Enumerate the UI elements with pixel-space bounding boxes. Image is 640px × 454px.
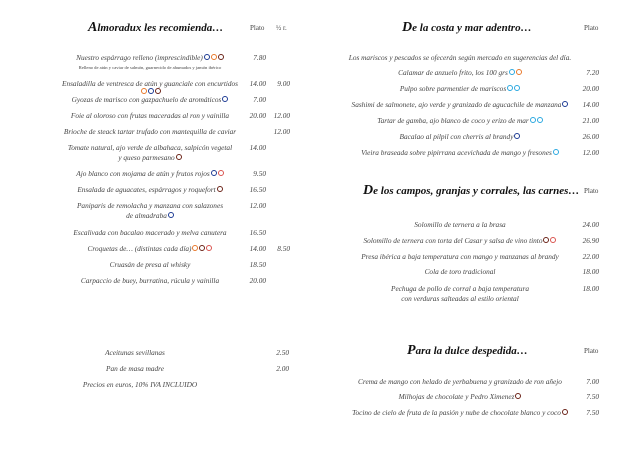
allergen-brown-icon [515,393,521,399]
menu-item [40,228,260,237]
menu-item [40,169,260,178]
allergen-sky-icon [553,149,559,155]
menu-item [340,148,580,157]
menu-item [40,244,260,253]
item-price: 9.50 [253,168,266,178]
title-initial: D [402,20,413,35]
allergen-red-icon [550,237,556,243]
allergen-navy-icon [514,133,520,139]
menu-item [40,260,260,269]
section-intro: Los mariscos y pescados se ofecerán según mercado en sugerencias del día. [348,52,572,62]
menu-item [340,220,580,229]
item-price: 7.50 [586,407,599,417]
allergen-brown-icon [176,154,182,160]
menu-item [340,68,580,77]
menu-item-name: Tartar de gamba, ajo blanco de coco y erizo de mar [377,115,529,125]
menu-item [40,211,260,220]
allergen-brown-icon [217,186,223,192]
menu-item-name: y queso parmesano [118,152,175,162]
menu-item-name: Gyozas de marisco con gazpachuelo de aromáticos [71,94,222,104]
allergen-orange-icon [211,54,217,60]
menu-item-name: Paniparis de remolacha y manzana con salazones [76,200,224,210]
item-price: 14.00 [249,78,266,88]
extra-item: Aceitunas sevillanas [105,347,165,357]
item-price: 26.00 [582,131,599,141]
allergen-orange-icon [192,245,198,251]
menu-item-name: Cola de toro tradicional [424,266,496,276]
dish-description [40,63,260,72]
item-price: 26.90 [582,235,599,245]
item-price: 18.00 [582,266,599,276]
allergen-sky-icon [509,69,515,75]
menu-item [340,236,580,245]
item-price: 18.50 [249,259,266,269]
menu-item-name: Presa ibérica a baja temperatura con mango y manzanas al brandy [361,251,559,261]
extra-item: Pan de masa madre [106,363,164,373]
menu-item-name: Solomillo de ternera con torta del Casar y salsa de vino tinto [363,235,543,245]
allergen-brown-icon [562,409,568,415]
menu-item-name: Crema de mango con helado de yerbabuena y granizado de ron añejo [358,376,562,386]
item-price: 22.00 [582,251,599,261]
menu-item-name: Croquetas de… (distintas cada día) [87,243,192,253]
menu-item [40,95,260,104]
allergen-brown-icon [543,237,549,243]
half-portion-column-header: ½ r. [276,24,287,32]
menu-item [40,143,260,152]
item-price: 14.00 [249,142,266,152]
menu-item [40,53,260,62]
item-price: 7.00 [586,376,599,386]
menu-item-name: Foie al oloroso con frutas maceradas al ron y vainilla [70,110,230,120]
menu-item-name: Vieira braseada sobre pipirrana acevichada de mango y fresones [361,147,552,157]
allergen-orange-icon [141,88,147,94]
item-price: 7.80 [253,52,266,62]
menu-item [340,377,580,386]
menu-item-name: Cruasán de presa al whisky [109,259,191,269]
title-initial: D [363,183,374,198]
menu-item-name: Nuestro espárrago relleno (imprescindible) [76,52,203,62]
allergen-brown-icon [199,245,205,251]
menu-item-name: Milhojas de chocolate y Pedro Ximenez [398,391,515,401]
item-price: 20.00 [249,110,266,120]
allergen-navy-icon [148,88,154,94]
item-price: 18.00 [582,283,599,293]
item-price: 20.00 [249,275,266,285]
menu-item-name: Brioche de steack tartar trufado con mantequilla de caviar [63,126,237,136]
title-text: ara la dulce despedida… [415,345,528,357]
title-initial: A [88,20,98,35]
menu-item [340,100,580,109]
menu-item-name: Calamar de anzuelo frito, los 100 grs [398,67,508,77]
allergen-navy-icon [204,54,210,60]
allergen-brown-icon [155,88,161,94]
allergen-navy-icon [211,170,217,176]
item-price: 16.50 [249,184,266,194]
item-half-price: 12.00 [273,110,290,120]
item-price: 16.50 [249,227,266,237]
menu-item-name: Carpaccio de buey, burratina, rúcula y vainilla [80,275,220,285]
menu-item-name: Ensaladilla de ventresca de atún y guanciale con encurtidos [61,78,239,88]
extra-price: 2.00 [276,363,289,373]
menu-item-name: Ensalada de aguacates, espárragos y roquefort [77,184,216,194]
menu-item-name: Relleno de atún y caviar de salmón, guarnecido de ahumados y jamón ibérico [78,64,222,70]
menu-item-name: Pulpo sobre parmentier de mariscos [399,83,507,93]
allergen-navy-icon [168,212,174,218]
plato-column-header: Plato [584,347,599,355]
item-half-price: 8.50 [277,243,290,253]
title-text: e la costa y mar adentro… [412,22,532,34]
allergen-sky-icon [530,117,536,123]
allergen-sky-icon [514,85,520,91]
menu-item-name: Escalivada con bacalao macerado y melva canutera [73,227,227,237]
item-price: 21.00 [582,115,599,125]
item-price: 24.00 [582,219,599,229]
item-price: 7.50 [586,391,599,401]
item-price: 14.00 [582,99,599,109]
menu-item-name: Bacalao al pilpil con cherris al brandy [399,131,514,141]
menu-item [40,276,260,285]
menu-item [340,408,580,417]
item-price: 7.20 [586,67,599,77]
costa-section-title [402,20,532,36]
extra-price: 2.50 [276,347,289,357]
allergen-orange-icon [516,69,522,75]
menu-item [340,392,580,401]
menu-item [40,153,260,162]
menu-item [40,201,260,210]
allergen-navy-icon [562,101,568,107]
menu-item-name: Sashimi de salmonete, ajo verde y granizado de agucachile de manzana [351,99,562,109]
menu-item-name: Pechuga de pollo de corral a baja temperatura [390,283,529,293]
menu-item [340,284,580,293]
menu-item [340,252,580,261]
dulce-section-title [407,343,528,359]
menu-item [40,111,260,120]
menu-item [40,127,260,136]
menu-item-name: Ajo blanco con mojama de atún y frutos rojos [76,168,210,178]
item-half-price: 12.00 [273,126,290,136]
allergen-sky-icon [537,117,543,123]
title-initial: P [407,343,416,358]
item-half-price: 9.00 [277,78,290,88]
item-price: 7.00 [253,94,266,104]
menu-item-name: de almadraba [126,210,167,220]
allergen-red-icon [206,245,212,251]
menu-item [340,132,580,141]
carnes-section-title [363,183,579,199]
extra-item: Precios en euros, 10% IVA INCLUIDO [82,379,198,389]
item-price: 12.00 [249,200,266,210]
title-text: lmoradux les recomienda… [97,22,224,34]
menu-item-name: Tocino de cielo de fruta de la pasión y nube de chocolate blanco y coco [352,407,561,417]
plato-column-header: Plato [584,24,599,32]
menu-item [340,116,580,125]
menu-item-name: Solomillo de ternera a la brasa [414,219,506,229]
item-price: 14.00 [249,243,266,253]
plato-column-header: Plato [250,24,265,32]
menu-item [40,185,260,194]
plato-column-header: Plato [584,187,599,195]
allergen-brown-icon [218,54,224,60]
menu-item [340,294,580,303]
menu-item [340,267,580,276]
left-section-title [88,20,223,36]
allergen-sky-icon [507,85,513,91]
title-text: e los campos, granjas y corrales, las carnes… [373,185,580,197]
item-price: 12.00 [582,147,599,157]
allergen-navy-icon [222,96,228,102]
menu-item-name: con verduras salteadas al estilo oriental [401,293,519,303]
menu-item [340,84,580,93]
item-price: 20.00 [582,83,599,93]
allergen-red-icon [218,170,224,176]
menu-item-name: Tomate natural, ajo verde de albahaca, salpicón vegetal [67,142,233,152]
